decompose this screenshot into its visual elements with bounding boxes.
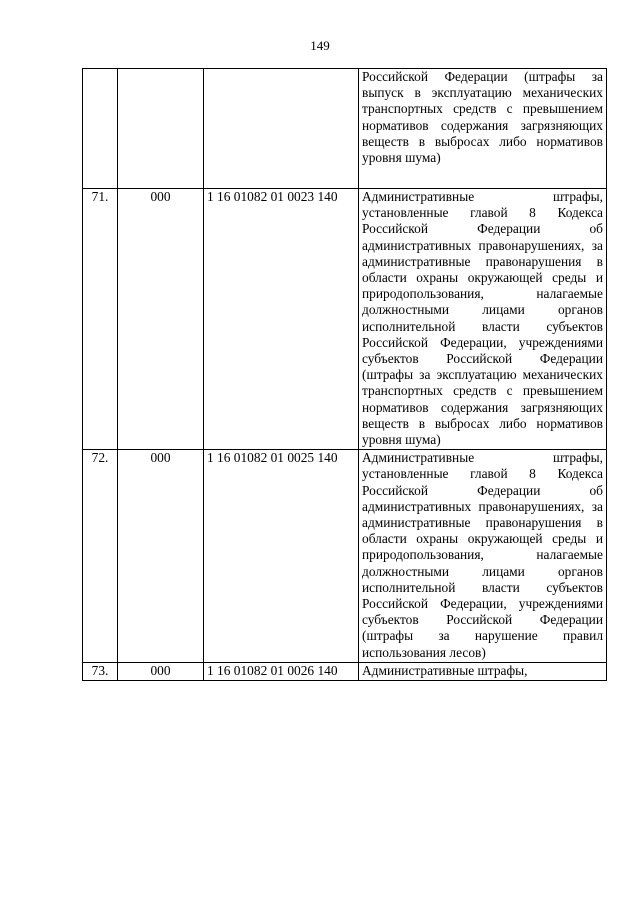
table-row: [83, 450, 607, 663]
revenue-description-cell: Административные штрафы, установленные главой 8 Кодекса Российской Федерации об административных правонарушениях, за административные правонарушения в области охраны окружающей среды и природопользования, налагаемые должностными лицами органов исполнительной власти субъектов Российской Федерации, учреждениями субъектов Российской Федерации (штрафы за эксплуатацию механических транспортных средств с превышением нормативов содержания загрязняющих веществ в выбросах либо нормативов уровня шума): [359, 189, 607, 450]
admin-code-cell: [118, 69, 204, 189]
admin-code-cell: 000: [118, 189, 204, 450]
budget-code-table: [82, 68, 607, 681]
row-number-cell: 71.: [83, 189, 118, 450]
revenue-description-cell: Административные штрафы,: [359, 662, 607, 680]
revenue-description-cell: Административные штрафы, установленные главой 8 Кодекса Российской Федерации об административных правонарушениях, за административные правонарушения в области охраны окружающей среды и природопользования, налагаемые должностными лицами органов исполнительной власти субъектов Российской Федерации, учреждениями субъектов Российской Федерации (штрафы за нарушение правил использования лесов): [359, 450, 607, 663]
budget-classification-code-cell: 1 16 01082 01 0026 140: [204, 662, 359, 680]
revenue-description-cell: Российской Федерации (штрафы за выпуск в эксплуатацию механических транспортных средств с превышением нормативов содержания загрязняющих веществ в выбросах либо нормативов уровня шума): [359, 69, 607, 189]
budget-classification-code-cell: 1 16 01082 01 0025 140: [204, 450, 359, 663]
admin-code-cell: 000: [118, 450, 204, 663]
budget-classification-code-cell: [204, 69, 359, 189]
table-row: [83, 189, 607, 450]
table-row: [83, 69, 607, 189]
row-number-cell: 72.: [83, 450, 118, 663]
page-number: 149: [310, 38, 330, 53]
row-number-cell: 73.: [83, 662, 118, 680]
admin-code-cell: 000: [118, 662, 204, 680]
row-number-cell: [83, 69, 118, 189]
table-row: [83, 662, 607, 680]
budget-classification-code-cell: 1 16 01082 01 0023 140: [204, 189, 359, 450]
